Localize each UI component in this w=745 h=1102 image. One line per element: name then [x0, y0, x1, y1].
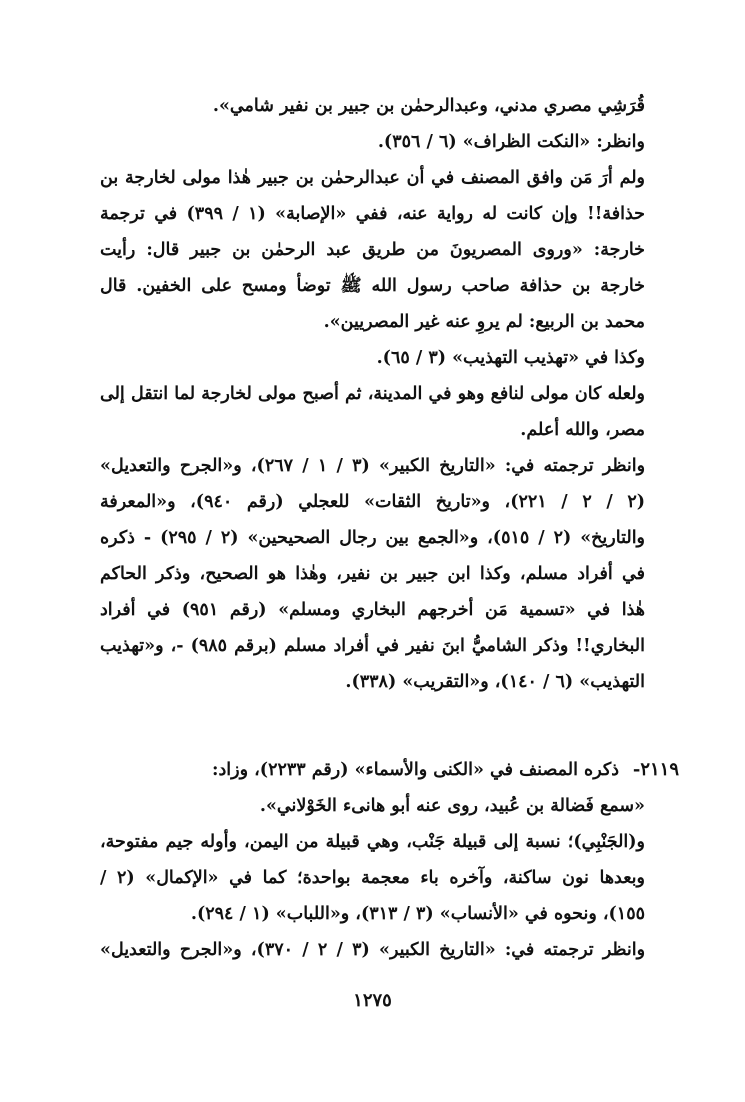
text-line: ولم أرَ مَن وافق المصنف في أن عبدالرحمٰن بن جبير هٰذا مولى لخارجة بن — [100, 168, 645, 188]
text-line: قُرَشِي مصري مدني، وعبدالرحمٰن بن جبير بن نفير شامي». — [212, 96, 645, 116]
text-line: خارجة: «وروى المصريونَ من طريق عبد الرحمٰن بن جبير قال: رأيت — [100, 240, 645, 260]
text-line: «سمع فَضالة بن عُبيد، روى عنه أبو هانىء الخَوْلاني». — [259, 796, 645, 816]
text-line: ولعله كان مولى لنافع وهو في المدينة، ثم أصبح مولى لخارجة لما انتقل إلى — [100, 384, 645, 404]
entry-number: ٢١١٩- — [632, 759, 679, 780]
text-line: وانظر ترجمته في: «التاريخ الكبير» (٣ / ١ / ٢٦٧)، و«الجرح والتعديل» — [100, 456, 645, 476]
text-line: التهذيب» (٦ / ١٤٠)، و«التقريب» (٣٣٨). — [345, 672, 645, 692]
text-line: والتاريخ» (٢ / ٥١٥)، و«الجمع بين رجال الصحيحين» (٢ / ٢٩٥) - ذكره — [100, 528, 645, 548]
text-line: البخاري!! وذكر الشاميُّ ابنَ نفير في أفراد مسلم (برقم ٩٨٥) -، و«تهذيب — [100, 636, 645, 656]
footnote-block-second — [100, 788, 645, 978]
text-line: وانظر: «النكت الظراف» (٦ / ٣٥٦). — [377, 132, 645, 152]
text-line: (٢ / ٢ / ٢٢١)، و«تاريخ الثقات» للعجلي (رقم ٩٤٠)، و«المعرفة — [100, 492, 645, 512]
text-line: في أفراد مسلم، وكذا ابن جبير بن نفير، وهٰذا هو الصحيح، وذكر الحاكم — [100, 564, 645, 584]
text-line: وبعدها نون ساكنة، وآخره باء معجمة بواحدة؛ كما في «الإكمال» (٢ / — [100, 868, 645, 888]
text-line: و(الجَنْبِي)؛ نسبة إلى قبيلة جَنْب، وهي قبيلة من اليمن، وأوله جيم مفتوحة، — [100, 832, 645, 852]
text-line: حذافة!! وإن كانت له رواية عنه، ففي «الإصابة» (١ / ٣٩٩) في ترجمة — [100, 204, 645, 224]
text-line: خارجة بن حذافة صاحب رسول الله ﷺ توضأ ومسح على الخفين. قال — [100, 276, 645, 296]
text-line: وكذا في «تهذيب التهذيب» (٣ / ٦٥). — [376, 348, 645, 368]
text-line: وانظر ترجمته في: «التاريخ الكبير» (٣ / ٢ / ٣٧٠)، و«الجرح والتعديل» — [100, 940, 645, 960]
text-line: محمد بن الربيع: لم يروِ عنه غير المصريين». — [323, 312, 645, 332]
text-line: مصر، والله أعلم. — [520, 420, 645, 440]
text-line: هٰذا في «تسمية مَن أخرجهم البخاري ومسلم» (رقم ٩٥١) في أفراد — [100, 600, 645, 620]
page-number: ١٢٧٥ — [353, 990, 392, 1011]
text-line: ١٥٥)، ونحوه في «الأنساب» (٣ / ٣١٣)، و«اللباب» (١ / ٢٩٤). — [190, 904, 645, 924]
footnote-block-first — [100, 88, 645, 738]
entry-heading-line: ذكره المصنف في «الكنى والأسماء» (رقم ٢٢٣٣)، وزاد: — [212, 760, 619, 780]
